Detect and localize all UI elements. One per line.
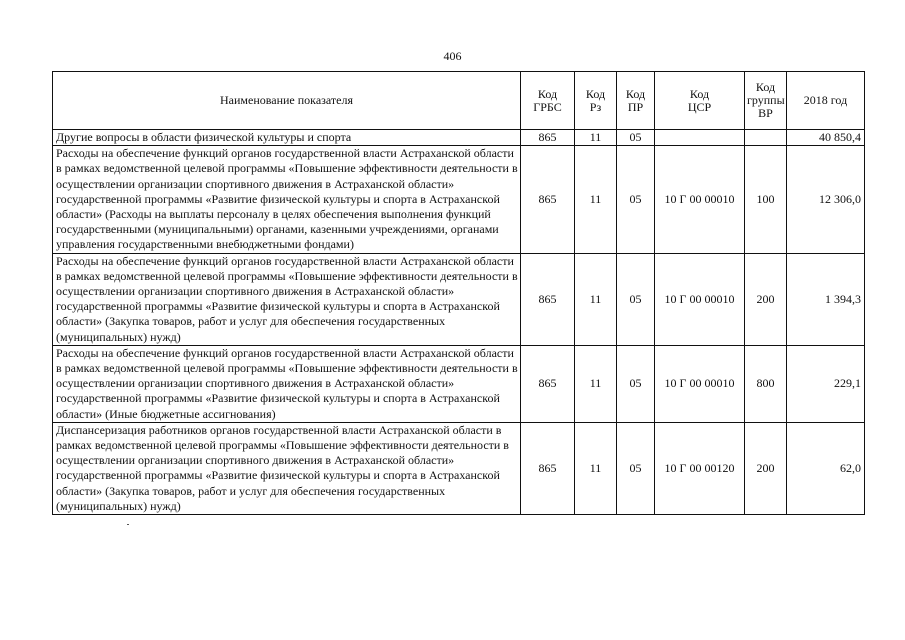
row-grbs: 865 — [521, 345, 575, 422]
header-grbs-code: Код ГРБС — [521, 72, 575, 130]
header-rz-code: Код Рз — [575, 72, 617, 130]
row-pr: 05 — [617, 146, 655, 253]
row-name: Диспансеризация работников органов государственной власти Астраханской области в рамках ведомственной целевой программы «Повышение эффективности деятельности в осуществлении организации спортивного движения в Астраханской области» государственной программы «Развитие физической культуры и спорта в Астраханской области» (Закупка товаров, работ и услуг для обеспечения государственных (муниципальных) нужд) — [53, 422, 521, 514]
row-name: Расходы на обеспечение функций органов государственной власти Астраханской области в рамках ведомственной целевой программы «Повышение эффективности деятельности в осуществлении организации спортивного движения в Астраханской области» государственной программы «Развитие физической культуры и спорта в Астраханской области» (Расходы на выплаты персоналу в целях обеспечения выполнения функций государственными (муниципальными) органами, казенными учреждениями, органами управления государственными внебюджетными фондами) — [53, 146, 521, 253]
table-row — [53, 253, 865, 345]
page-number: 406 — [443, 49, 462, 63]
row-pr: 05 — [617, 130, 655, 146]
row-amount: 12 306,0 — [787, 146, 865, 253]
row-grbs: 865 — [521, 253, 575, 345]
row-csr: 10 Г 00 00010 — [655, 146, 745, 253]
header-pr-code: Код ПР — [617, 72, 655, 130]
row-rz: 11 — [575, 345, 617, 422]
table-row — [53, 422, 865, 514]
row-amount: 62,0 — [787, 422, 865, 514]
row-grbs: 865 — [521, 146, 575, 253]
table-header-row — [53, 72, 865, 130]
row-vr — [745, 130, 787, 146]
row-csr: 10 Г 00 00120 — [655, 422, 745, 514]
table-row — [53, 130, 865, 146]
row-amount: 229,1 — [787, 345, 865, 422]
row-grbs: 865 — [521, 130, 575, 146]
row-rz: 11 — [575, 422, 617, 514]
budget-table — [52, 71, 865, 515]
row-rz: 11 — [575, 130, 617, 146]
row-amount: 40 850,4 — [787, 130, 865, 146]
row-grbs: 865 — [521, 422, 575, 514]
row-pr: 05 — [617, 422, 655, 514]
scan-speck — [127, 524, 129, 525]
row-pr: 05 — [617, 253, 655, 345]
header-csr-code: Код ЦСР — [655, 72, 745, 130]
row-vr: 200 — [745, 422, 787, 514]
row-csr: 10 Г 00 00010 — [655, 253, 745, 345]
row-name: Расходы на обеспечение функций органов государственной власти Астраханской области в рамках ведомственной целевой программы «Повышение эффективности деятельности в осуществлении организации спортивного движения в Астраханской области» государственной программы «Развитие физической культуры и спорта в Астраханской области» (Закупка товаров, работ и услуг для обеспечения государственных (муниципальных) нужд) — [53, 253, 521, 345]
row-amount: 1 394,3 — [787, 253, 865, 345]
row-csr — [655, 130, 745, 146]
row-csr: 10 Г 00 00010 — [655, 345, 745, 422]
row-name: Другие вопросы в области физической культуры и спорта — [53, 130, 521, 146]
row-name: Расходы на обеспечение функций органов государственной власти Астраханской области в рамках ведомственной целевой программы «Повышение эффективности деятельности в осуществлении организации спортивного движения в Астраханской области» государственной программы «Развитие физической культуры и спорта в Астраханской области» (Иные бюджетные ассигнования) — [53, 345, 521, 422]
row-vr: 800 — [745, 345, 787, 422]
row-vr: 100 — [745, 146, 787, 253]
table-row — [53, 345, 865, 422]
header-indicator-name: Наименование показателя — [53, 72, 521, 130]
table-row — [53, 146, 865, 253]
row-rz: 11 — [575, 146, 617, 253]
header-vr-code: Код группы ВР — [745, 72, 787, 130]
header-year-2018: 2018 год — [787, 72, 865, 130]
row-vr: 200 — [745, 253, 787, 345]
row-rz: 11 — [575, 253, 617, 345]
row-pr: 05 — [617, 345, 655, 422]
